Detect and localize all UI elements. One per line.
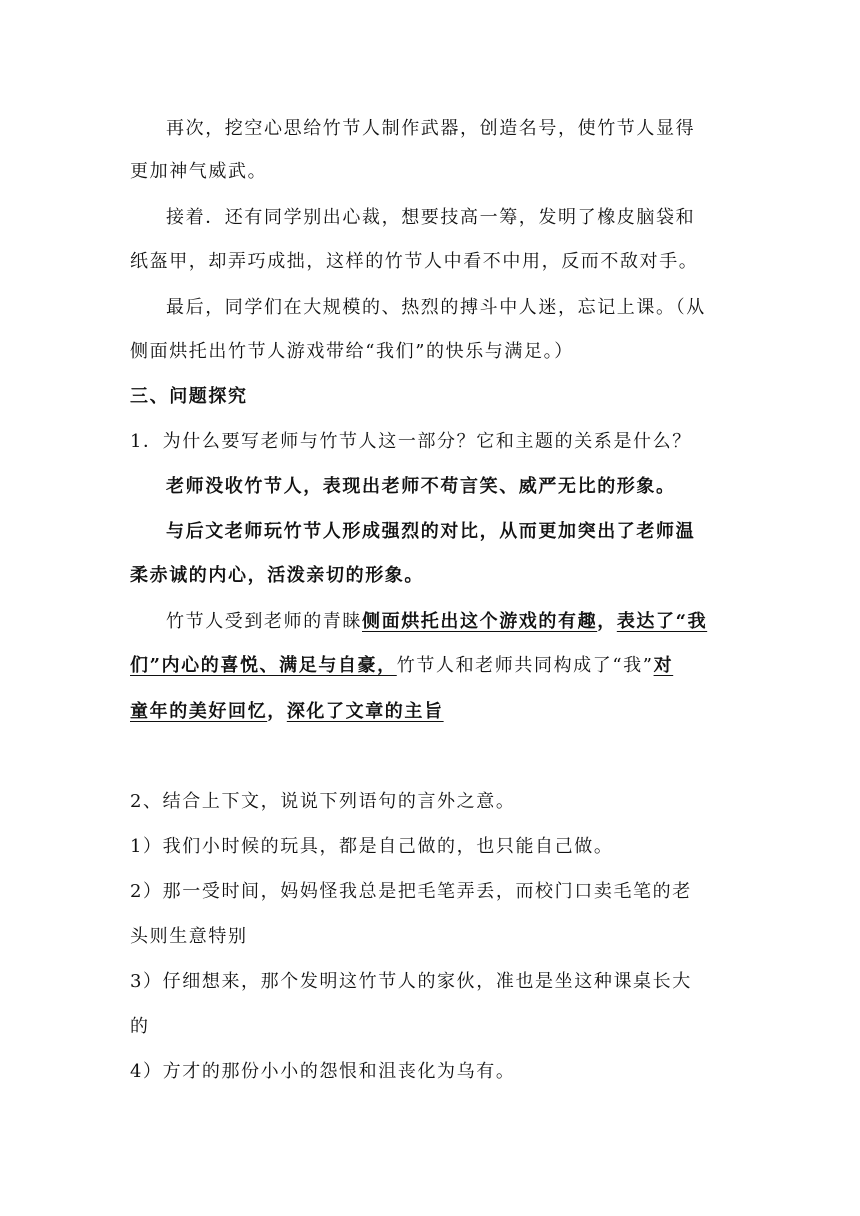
underlined-text: 深化了文章的主旨 — [286, 701, 444, 722]
answer-line: 柔赤诚的内心，活泼亲切的形象。 — [130, 565, 424, 586]
list-item: 2）那一受时间，妈妈怪我总是把毛笔弄丢，而校门口卖毛笔的老 — [130, 881, 692, 902]
underlined-text: 对 — [653, 655, 674, 676]
answer-line — [130, 700, 740, 724]
answer-text: ， — [267, 701, 287, 722]
paragraph-line: 更加神气威武。 — [130, 161, 268, 182]
list-item: 1）我们小时候的玩具，都是自己做的，也只能自己做。 — [130, 836, 614, 857]
paragraph-line: 再次，挖空心思给竹节人制作武器，创造名号，使竹节人显得 — [166, 118, 696, 139]
answer-text: 竹节人和老师共同构成了“我” — [396, 655, 654, 676]
paragraph-line: 侧面烘托出竹节人游戏带给“我们”的快乐与满足。） — [130, 341, 574, 362]
underlined-text: 们”内心的喜悦、满足与自豪， — [130, 655, 397, 676]
section-heading: 三、问题探究 — [130, 386, 248, 407]
answer-line: 老师没收竹节人，表现出老师不苟言笑、威严无比的形象。 — [166, 476, 676, 497]
answer-line: 与后文老师玩竹节人形成强烈的对比，从而更加突出了老师温 — [166, 521, 696, 542]
list-item: 4）方才的那份小小的怨恨和沮丧化为乌有。 — [130, 1061, 516, 1082]
question-2: 2、结合上下文，说说下列语句的言外之意。 — [130, 791, 516, 812]
underlined-text: 表达了“我 — [616, 611, 708, 632]
list-item: 头则生意特别 — [130, 926, 248, 947]
list-item: 的 — [130, 1016, 150, 1037]
paragraph-line: 接着．还有同学别出心裁，想要技高一筹，发明了橡皮脑袋和 — [166, 207, 696, 228]
paragraph-line: 最后，同学们在大规模的、热烈的搏斗中人迷，忘记上课。（从 — [166, 297, 706, 318]
answer-text: 竹节人受到老师的青睐 — [166, 611, 362, 632]
paragraph-line: 纸盔甲，却弄巧成拙，这样的竹节人中看不中用，反而不敌对手。 — [130, 251, 699, 272]
answer-line — [130, 654, 740, 678]
answer-line — [166, 610, 740, 634]
list-item: 3）仔细想来，那个发明这竹节人的家伙，准也是坐这种课桌长大 — [130, 971, 692, 992]
underlined-text: 侧面烘托出这个游戏的有趣 — [362, 611, 598, 632]
question-1: 1．为什么要写老师与竹节人这一部分？它和主题的关系是什么？ — [130, 431, 692, 452]
underlined-text: 童年的美好回忆 — [130, 701, 268, 722]
answer-text: ， — [597, 611, 617, 632]
